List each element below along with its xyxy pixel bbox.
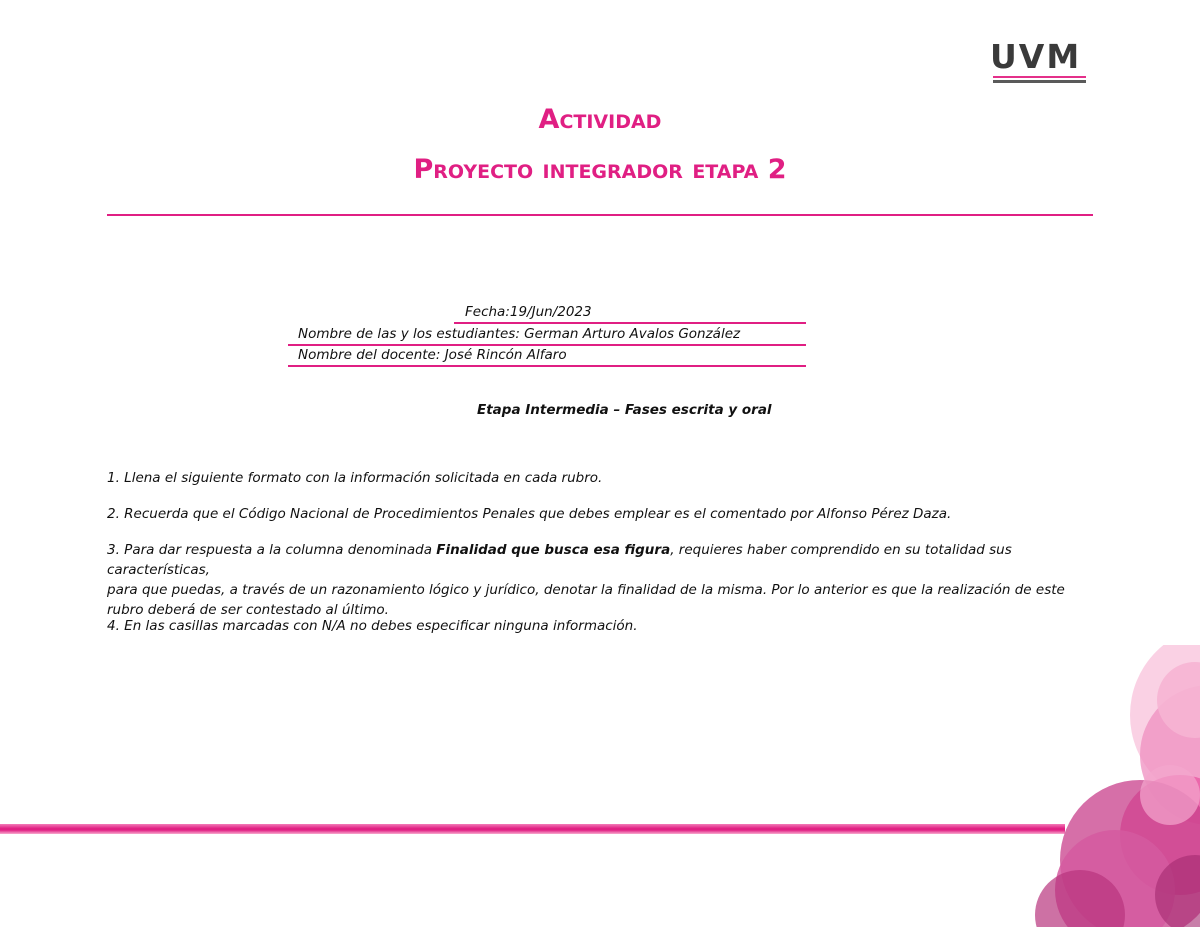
stage-heading: Etapa Intermedia – Fases escrita y oral [477,402,772,418]
instruction-3 [107,540,1092,620]
teacher-underline [288,365,806,367]
logo-accent-bar [993,76,1086,78]
decorative-circles [1020,645,1200,927]
teacher-field: Nombre del docente: José Rincón Alfaro [298,347,567,363]
instruction-3-line3: rubro deberá de ser contestado al último. [107,602,389,618]
logo-text: UVM [990,37,1082,76]
instruction-3-line2: para que puedas, a través de un razonamiento lógico y jurídico, denotar la finalidad de la misma. Por lo anterior es que la realización de este [107,582,1065,598]
title-divider [107,214,1093,216]
students-underline [288,344,806,346]
instruction-3-intro: 3. Para dar respuesta a la columna denominada [107,542,437,558]
page-subtitle: Proyecto integrador etapa 2 [413,154,787,185]
date-underline [454,322,806,324]
instruction-3-line1-end: , requieres haber comprendido en su totalidad sus características, [107,542,1012,578]
instruction-3-emphasis: Finalidad que busca esa figura [436,542,671,558]
date-field: Fecha:19/Jun/2023 [465,304,592,320]
instruction-1: 1. Llena el siguiente formato con la información solicitada en cada rubro. [107,470,603,486]
footer-band [0,824,1065,834]
instruction-2: 2. Recuerda que el Código Nacional de Procedimientos Penales que debes emplear es el comentado por Alfonso Pérez Daza. [107,506,952,522]
students-field: Nombre de las y los estudiantes: German Arturo Avalos González [298,326,741,342]
logo-tagline-bar [993,80,1086,83]
page-title: Actividad [538,104,662,135]
instruction-4: 4. En las casillas marcadas con N/A no debes especificar ninguna información. [107,618,638,634]
uvm-logo [990,37,1090,85]
